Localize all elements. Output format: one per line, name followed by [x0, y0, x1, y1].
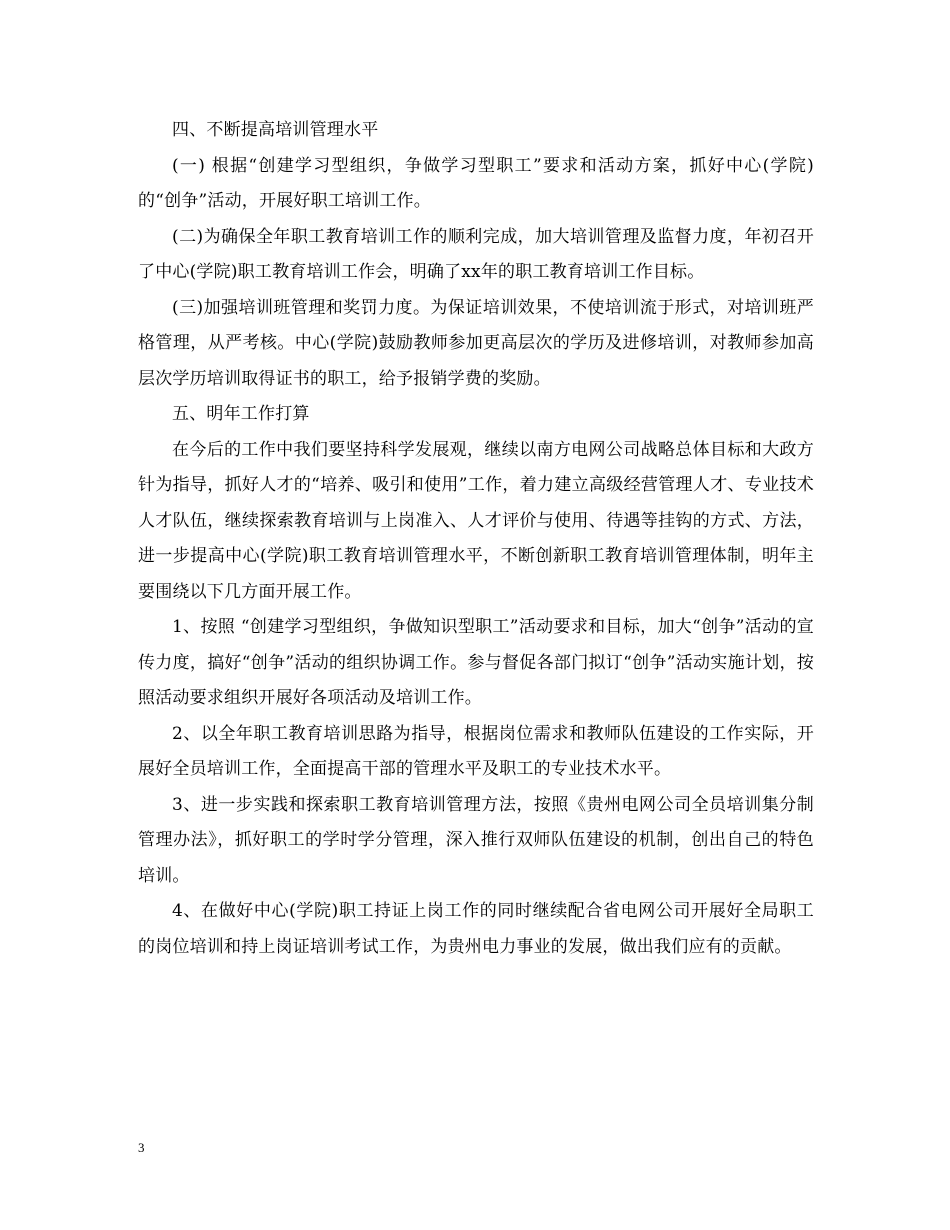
paragraph: 在今后的工作中我们要坚持科学发展观，继续以南方电网公司战略总体目标和大政方针为指导，抓好人才的“培养、吸引和使用”工作，着力建立高级经营管理人才、专业技术人才队伍，继续探索教育培训与上岗准入、人才评价与使用、待遇等挂钩的方式、方法，进一步提高中心(学院)职工教育培训管理水平，不断创新职工教育培训管理体制，明年主要围绕以下几方面开展工作。	[138, 439, 814, 602]
paragraph: (三)加强培训班管理和奖罚力度。为保证培训效果，不使培训流于形式，对培训班严格管理，从严考核。中心(学院)鼓励教师参加更高层次的学历及进修培训，对教师参加高层次学历培训取得证书的职工，给予报销学费的奖励。	[138, 297, 814, 389]
section-heading-4: 四、不断提高培训管理水平	[172, 120, 379, 140]
list-item: 1、按照 “创建学习型组织，争做知识型职工”活动要求和目标，加大“创争”活动的宣传力度，搞好“创争”活动的组织协调工作。参与督促各部门拟订“创争”活动实施计划，按照活动要求组织开展好各项活动及培训工作。	[138, 617, 814, 708]
list-item: 2、以全年职工教育培训思路为指导，根据岗位需求和教师队伍建设的工作实际，开展好全员培训工作，全面提高干部的管理水平及职工的专业技术水平。	[138, 723, 814, 779]
list-item: 3、进一步实践和探索职工教育培训管理方法，按照《贵州电网公司全员培训集分制管理办法》，抓好职工的学时学分管理，深入推行双师队伍建设的机制，创出自己的特色培训。	[138, 794, 814, 886]
paragraph: (一) 根据“创建学习型组织，争做学习型职工”要求和活动方案，抓好中心(学院)的“创争”活动，开展好职工培训工作。	[138, 155, 814, 211]
section-heading-5: 五、明年工作打算	[172, 404, 310, 424]
page-number: 3	[138, 1140, 145, 1155]
list-item: 4、在做好中心(学院)职工持证上岗工作的同时继续配合省电网公司开展好全局职工的岗位培训和持上岗证培训考试工作，为贵州电力事业的发展，做出我们应有的贡献。	[138, 901, 814, 957]
document-body	[138, 113, 814, 965]
paragraph: (二)为确保全年职工教育培训工作的顺利完成，加大培训管理及监督力度，年初召开了中心(学院)职工教育培训工作会，明确了xx年的职工教育培训工作目标。	[138, 226, 814, 282]
